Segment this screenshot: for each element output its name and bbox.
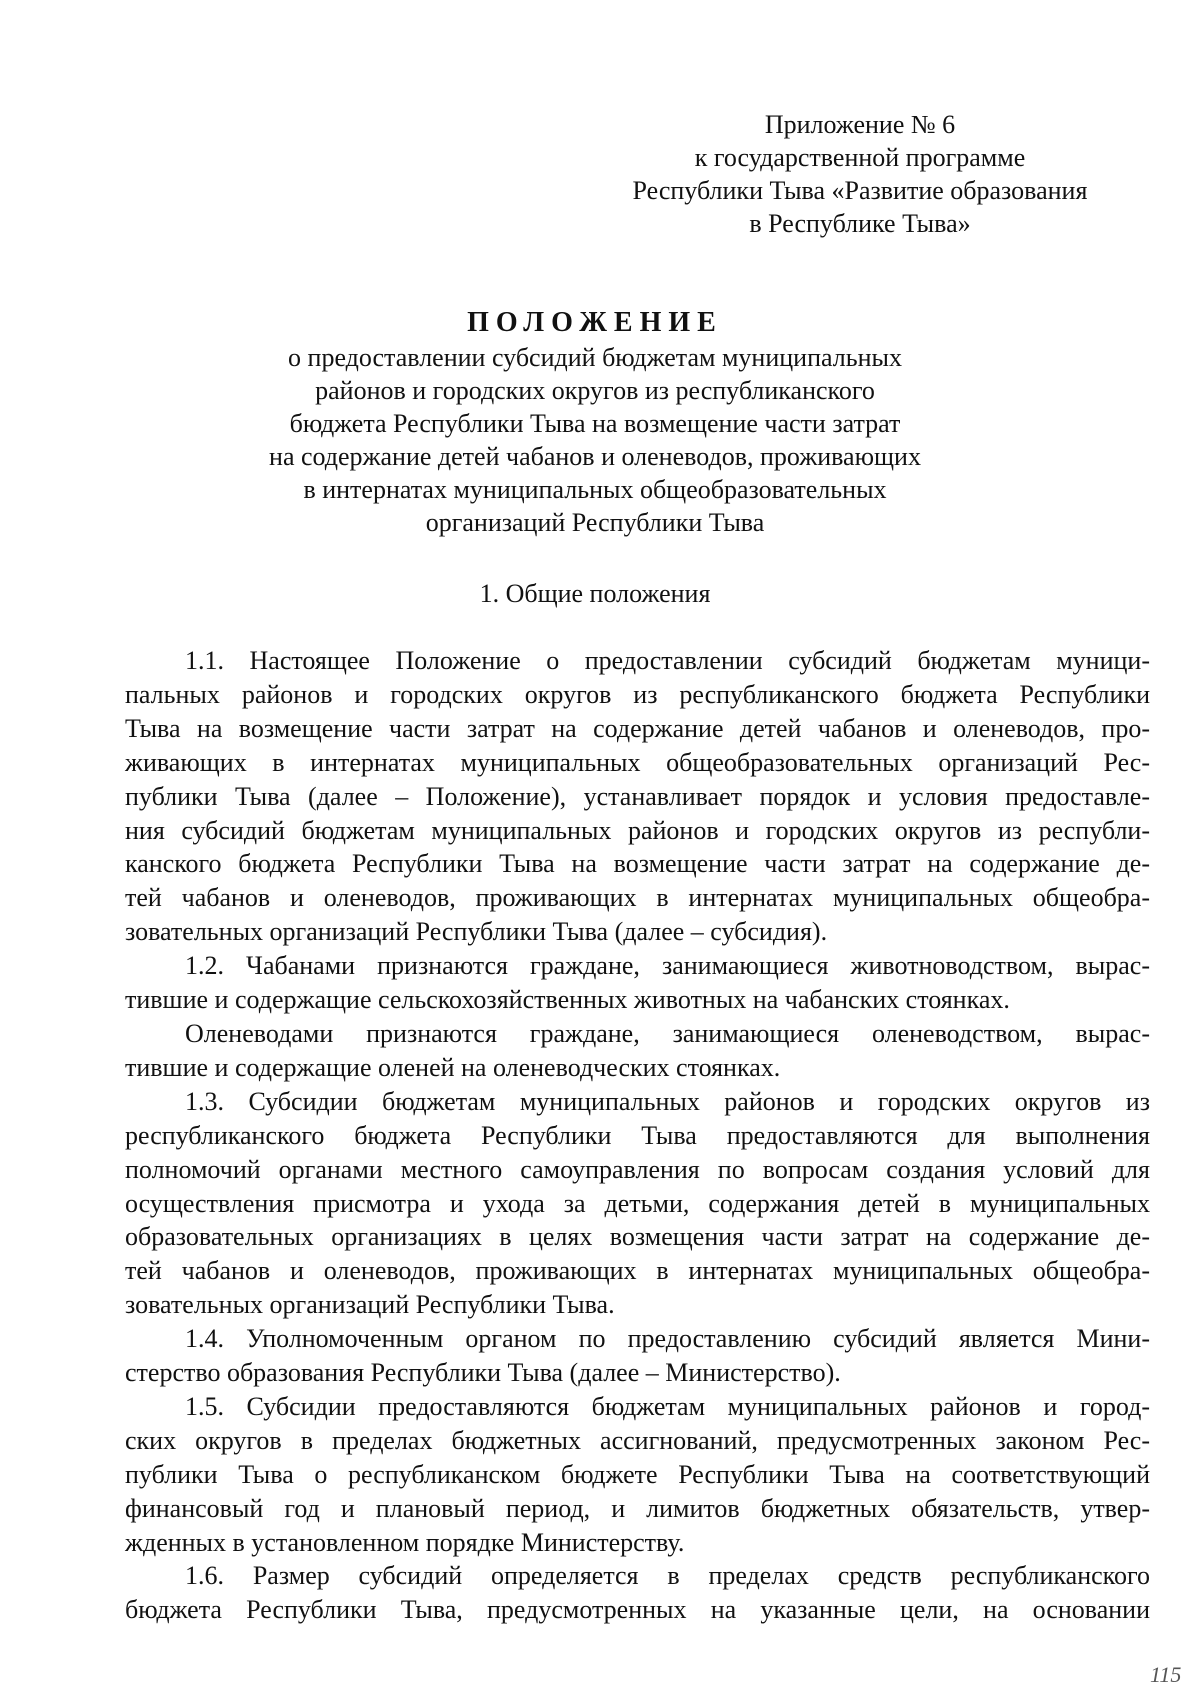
paragraph-line: зовательных организаций Республики Тыва. [125,1290,615,1320]
paragraph-line: канского бюджета Республики Тыва на возмещение части затрат на содержание де- [125,849,1150,879]
body-text [125,644,1150,1627]
subtitle-line: в интернатах муниципальных общеобразовательных [303,475,887,504]
paragraph-line: 1.4. Уполномоченным органом по предоставлению субсидий является Мини- [185,1324,1150,1354]
paragraph-line: публики Тыва о республиканском бюджете Республики Тыва на соответствующий [125,1459,1150,1489]
paragraph-line: тей чабанов и оленеводов, проживающих в интернатах муниципальных общеобра- [125,883,1150,913]
paragraph-line: финансовый год и плановый период, и лимитов бюджетных обязательств, утвер- [125,1493,1150,1523]
document-title: ПОЛОЖЕНИЕ [467,307,723,338]
paragraph-line: 1.6. Размер субсидий определяется в пределах средств республиканского [185,1561,1150,1591]
title-block [180,305,1010,539]
appendix-line: в Республике Тыва» [749,209,971,238]
paragraph-line: зовательных организаций Республики Тыва (далее – субсидия). [125,917,828,947]
document-subtitle [180,341,1010,539]
paragraph-line: жденных в установленном порядке Министерству. [125,1527,685,1557]
subtitle-line: бюджета Республики Тыва на возмещение части затрат [289,409,901,438]
subtitle-line: районов и городских округов из республиканского [315,376,875,405]
paragraph-line: 1.1. Настоящее Положение о предоставлении субсидий бюджетам муници- [185,646,1150,675]
paragraph-line: живающих в интернатах муниципальных общеобразовательных организаций Рес- [125,747,1150,777]
subtitle-line: на содержание детей чабанов и оленеводов, проживающих [269,442,921,471]
paragraph-line: тившие и содержащие оленей на оленеводческих стоянках. [125,1052,781,1082]
paragraph-line: публики Тыва (далее – Положение), устанавливает порядок и условия предоставле- [125,781,1150,811]
paragraph-line: тившие и содержащие сельскохозяйственных животных на чабанских стоянках. [125,985,1010,1015]
section-heading: 1. Общие положения [479,579,711,608]
paragraph-line: ния субсидий бюджетам муниципальных районов и городских округов из республи- [125,815,1150,845]
paragraph-line: Оленеводами признаются граждане, занимающиеся оленеводством, вырас- [185,1018,1150,1048]
paragraph-line: Тыва на возмещение части затрат на содержание детей чабанов и оленеводов, про- [125,713,1150,743]
paragraph-line: осуществления присмотра и ухода за детьми, содержания детей в муниципальных [125,1188,1150,1218]
appendix-line: Приложение № 6 [764,110,956,139]
page-number: 115 [1150,1662,1182,1687]
paragraph-line: образовательных организациях в целях возмещения части затрат на содержание де- [125,1222,1150,1252]
paragraph-line: пальных районов и городских округов из республиканского бюджета Республики [125,679,1150,709]
paragraph-line: 1.3. Субсидии бюджетам муниципальных районов и городских округов из [185,1086,1150,1116]
subtitle-line: о предоставлении субсидий бюджетам муниципальных [288,343,902,372]
paragraph-line: тей чабанов и оленеводов, проживающих в интернатах муниципальных общеобра- [125,1256,1150,1286]
paragraph-line: ских округов в пределах бюджетных ассигнований, предусмотренных законом Рес- [125,1425,1150,1455]
paragraph-line: бюджета Республики Тыва, предусмотренных на указанные цели, на основании [125,1595,1150,1625]
appendix-line: к государственной программе [694,143,1026,172]
paragraph-line: республиканского бюджета Республики Тыва предоставляются для выполнения [125,1120,1150,1150]
paragraph-line: 1.2. Чабанами признаются граждане, занимающиеся животноводством, вырас- [185,951,1150,981]
appendix-line: Республики Тыва «Развитие образования [632,176,1088,205]
appendix-header [610,108,1110,240]
paragraph-line: полномочий органами местного самоуправления по вопросам создания условий для [125,1154,1150,1184]
paragraph-line: 1.5. Субсидии предоставляются бюджетам муниципальных районов и город- [185,1391,1150,1421]
paragraph-line: стерство образования Республики Тыва (далее – Министерство). [125,1358,841,1388]
subtitle-line: организаций Республики Тыва [425,508,765,537]
